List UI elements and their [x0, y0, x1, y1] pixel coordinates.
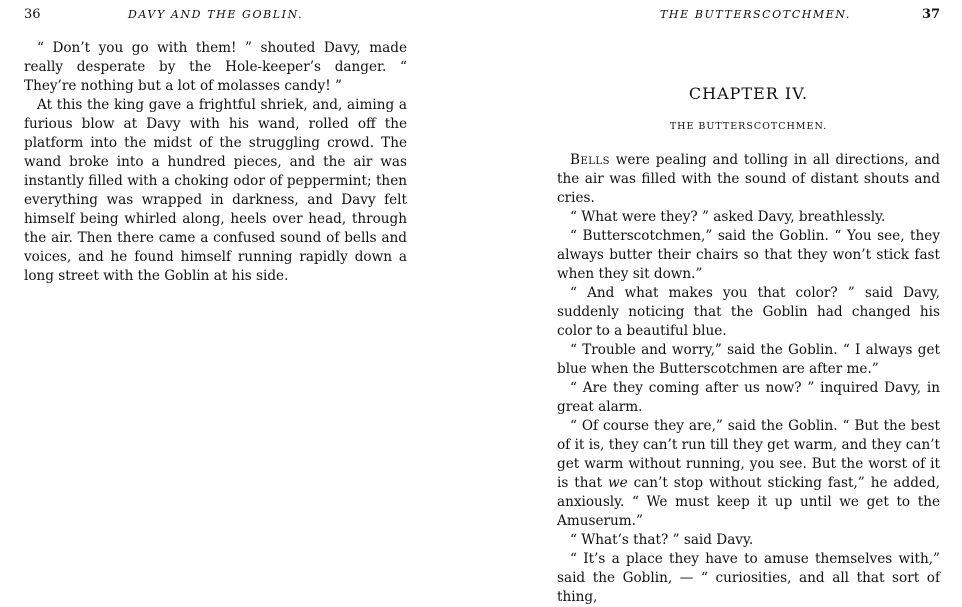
paragraph-text: “ Of course they are,” said the Goblin. “ But the best of it is, they can’t run till they get warm, and they can’t get warm without running, you see. But the worst of it is that [557, 418, 940, 491]
page-number: 36 [24, 7, 41, 22]
paragraph: “ And what makes you that color? ” said Davy, suddenly noticing that the Goblin had changed his color to a beautiful blue. [557, 285, 940, 339]
paragraph: “ What’s that? ” said Davy. [570, 532, 754, 548]
paragraph: “ Don’t you go with them! ” shouted Davy, made really desperate by the Hole-keeper’s danger. “ They’re nothing but a lot of molasses candy! ” [24, 40, 407, 94]
paragraph: “ It’s a place they have to amuse themselves with,” said the Goblin, — “ curiosities, and all that sort of thing, [557, 551, 940, 605]
paragraph: “ Are they coming after us now? ” inquired Davy, in great alarm. [557, 380, 940, 415]
body-text [24, 39, 407, 286]
left-page [0, 0, 470, 584]
paragraph: “ Butterscotchmen,” said the Goblin. “ You see, they always butter their chairs so that they won’t stick fast when they sit down.” [557, 228, 940, 282]
chapter-subtitle: THE BUTTERSCOTCHMEN. [669, 121, 828, 132]
running-head: THE BUTTERSCOTCHMEN. [660, 8, 852, 21]
paragraph [557, 417, 940, 531]
paragraph-text: were pealing and tolling in all directions, and the air was filled with the sound of distant shouts and cries. [557, 152, 940, 206]
paragraph: At this the king gave a frightful shriek, and, aiming a furious blow at Davy with his wand, rolled off the platform into the midst of the struggling crowd. The wand broke into a hundred pieces, and the air was instantly filled with a choking odor of peppermint; then everything was wrapped in darkness, and Davy felt himself being whirled along, heels over head, through the air. Then there came a confused sound of bells and voices, and he found himself running rapidly down a long street with the Goblin at his side. [24, 97, 407, 284]
chapter-title: CHAPTER IV. [688, 84, 809, 103]
paragraph: “ Trouble and worry,” said the Goblin. “ I always get blue when the Butterscotchmen are after me.” [557, 342, 940, 377]
page-number: 37 [922, 7, 941, 22]
paragraph-text: can’t stop without sticking fast,” he added, anxiously. “ We must keep it up until we get to the Amuserum.” [557, 475, 940, 529]
running-head: DAVY AND THE GOBLIN. [128, 8, 304, 21]
right-page [490, 0, 962, 605]
opening-paragraph [557, 151, 940, 208]
body-text [557, 151, 940, 607]
small-caps-lead: Bells [570, 152, 610, 168]
paragraph: “ What were they? ” asked Davy, breathlessly. [570, 209, 886, 225]
emphasis: we [607, 475, 628, 491]
